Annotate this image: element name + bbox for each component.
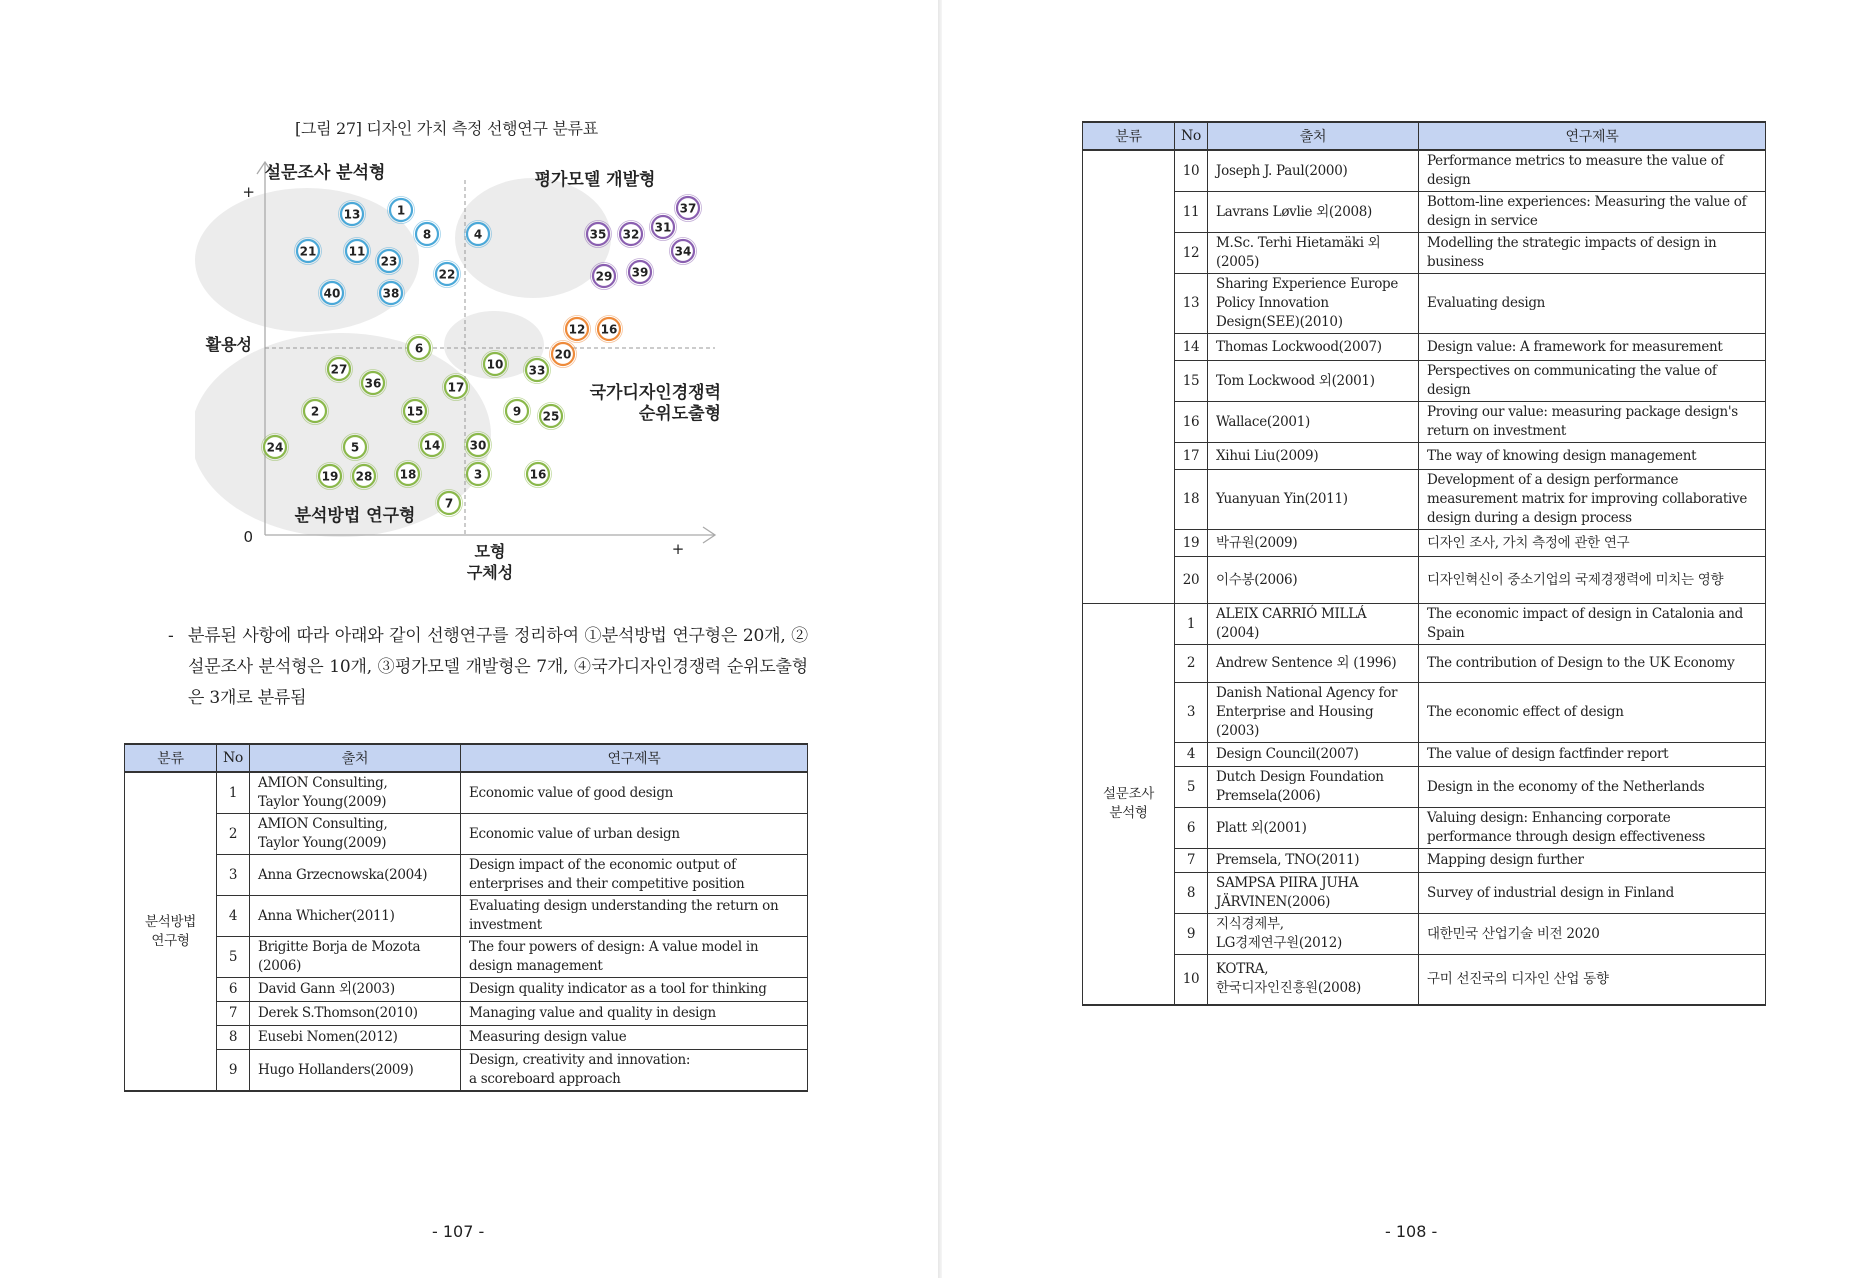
marker-number: 6 [414,341,424,356]
table-row [125,1050,808,1092]
table-row [1083,683,1766,743]
source-cell: Premsela, TNO(2011) [1208,849,1419,873]
title-cell: Managing value and quality in design [461,1002,808,1026]
marker-number: 2 [310,404,320,419]
table-row [1083,808,1766,849]
marker-number: 21 [299,244,317,259]
marker-number: 33 [528,363,546,378]
marker-number: 8 [422,227,432,242]
study-marker [465,461,492,488]
study-marker [351,463,378,490]
marker-number: 3 [473,467,483,482]
marker-number: 13 [343,207,361,222]
study-marker [627,259,654,286]
row-number: 2 [1175,645,1208,683]
source-cell: Thomas Lockwood(2007) [1208,334,1419,361]
title-cell: The value of design factfinder report [1419,743,1766,767]
study-marker [585,221,612,248]
study-marker [596,316,623,343]
quadrant-label-national-line1: 국가디자인경쟁력 [589,383,721,403]
reference-table-right [1082,121,1766,1006]
table-header-row [1083,122,1766,150]
study-marker [550,341,577,368]
table-row [125,855,808,896]
title-cell: Evaluating design understanding the return on investment [461,896,808,937]
source-cell: Anna Grzecnowska(2004) [250,855,461,896]
table-row [1083,604,1766,645]
row-number: 19 [1175,530,1208,557]
title-cell: Design impact of the economic output of enterprises and their competitive position [461,855,808,896]
category-cell: 설문조사 분석형 [1083,604,1175,1005]
table-row [1083,743,1766,767]
row-number: 1 [217,772,250,814]
table-row [1083,873,1766,914]
source-cell: Sharing Experience Europe Policy Innovation Design(SEE)(2010) [1208,274,1419,334]
marker-number: 14 [423,438,441,453]
title-cell: 디자인혁신이 중소기업의 국제경쟁력에 미치는 영향 [1419,557,1766,604]
table-row [1083,150,1766,192]
table-row [125,814,808,855]
title-cell: Design value: A framework for measurement [1419,334,1766,361]
source-cell: Derek S.Thomson(2010) [250,1002,461,1026]
table-row [1083,274,1766,334]
title-cell: Design, creativity and innovation: a scoreboard approach [461,1050,808,1092]
title-cell: Evaluating design [1419,274,1766,334]
table-row [1083,443,1766,470]
row-number: 9 [1175,914,1208,955]
source-cell: Andrew Sentence 외 (1996) [1208,645,1419,683]
study-marker [376,248,403,275]
source-cell: Design Council(2007) [1208,743,1419,767]
header-category: 분류 [1083,122,1175,150]
header-title: 연구제목 [461,744,808,772]
marker-number: 35 [589,227,607,242]
study-marker [302,398,329,425]
x-axis-label-line2: 구체성 [466,563,514,582]
table-row [1083,334,1766,361]
study-marker [326,356,353,383]
study-marker [538,403,565,430]
study-marker [339,201,366,228]
marker-number: 22 [438,267,456,282]
study-marker [414,221,441,248]
study-marker [360,370,387,397]
marker-number: 32 [622,227,640,242]
title-cell: The economic effect of design [1419,683,1766,743]
row-number: 6 [1175,808,1208,849]
title-cell: Performance metrics to measure the value of design [1419,150,1766,192]
summary-text: 분류된 사항에 따라 아래와 같이 선행연구를 정리하여 ①분석방법 연구형은 20개, ②설문조사 분석형은 10개, ③평가모델 개발형은 7개, ④국가디자인경쟁력 순위도출형은 3개로 분류됨 [188,626,808,708]
table-header-row [125,744,808,772]
study-marker [525,461,552,488]
study-marker [504,398,531,425]
marker-number: 16 [529,467,547,482]
marker-number: 4 [473,227,483,242]
source-cell: Danish National Agency for Enterprise and Housing (2003) [1208,683,1419,743]
row-number: 10 [1175,150,1208,192]
source-cell: Anna Whicher(2011) [250,896,461,937]
table-row [125,937,808,978]
marker-number: 12 [568,322,586,337]
title-cell: Measuring design value [461,1026,808,1050]
study-marker [406,335,433,362]
quadrant-chart [195,150,735,590]
marker-number: 28 [355,469,373,484]
source-cell: Tom Lockwood 외(2001) [1208,361,1419,402]
row-number: 18 [1175,470,1208,530]
title-cell: Economic value of urban design [461,814,808,855]
study-marker [342,434,369,461]
title-cell: Design quality indicator as a tool for thinking [461,978,808,1002]
marker-number: 9 [512,404,522,419]
marker-number: 30 [469,438,487,453]
marker-number: 10 [486,357,504,372]
figure-caption: [그림 27] 디자인 가치 측정 선행연구 분류표 [295,119,598,138]
source-cell: Xihui Liu(2009) [1208,443,1419,470]
title-cell: Perspectives on communicating the value of design [1419,361,1766,402]
table-row [1083,557,1766,604]
y-tick-plus: + [242,183,255,201]
marker-number: 31 [654,220,672,235]
source-cell: AMION Consulting, Taylor Young(2009) [250,772,461,814]
page-number: - 107 - [432,1222,485,1241]
source-cell: Yuanyuan Yin(2011) [1208,470,1419,530]
study-marker [675,195,702,222]
source-cell: Hugo Hollanders(2009) [250,1050,461,1092]
marker-number: 25 [542,409,560,424]
marker-number: 19 [321,469,339,484]
x-axis-label-line1: 모형 [474,542,506,561]
study-marker [378,280,405,307]
reference-table-left [124,743,808,1092]
row-number: 7 [1175,849,1208,873]
quadrant-label-analysis: 분석방법 연구형 [294,506,416,526]
study-marker [395,461,422,488]
title-cell: 구미 선진국의 디자인 산업 동향 [1419,955,1766,1005]
row-number: 5 [217,937,250,978]
title-cell: Proving our value: measuring package design's return on investment [1419,402,1766,443]
table-row [1083,849,1766,873]
study-marker [670,238,697,265]
source-cell: 박규원(2009) [1208,530,1419,557]
title-cell: Survey of industrial design in Finland [1419,873,1766,914]
study-marker [319,280,346,307]
marker-number: 5 [350,440,360,455]
title-cell: Design in the economy of the Netherlands [1419,767,1766,808]
row-number: 7 [217,1002,250,1026]
title-cell: Economic value of good design [461,772,808,814]
quadrant-label-national-line2: 순위도출형 [638,404,721,424]
row-number: 2 [217,814,250,855]
row-number: 8 [217,1026,250,1050]
study-marker [388,197,415,224]
row-number: 16 [1175,402,1208,443]
table-row [125,896,808,937]
table-row [1083,530,1766,557]
row-number: 13 [1175,274,1208,334]
x-tick-plus: + [671,540,685,558]
study-marker [434,261,461,288]
origin-label: 0 [243,528,253,546]
title-cell: 대한민국 산업기술 비전 2020 [1419,914,1766,955]
row-number: 8 [1175,873,1208,914]
title-cell: Mapping design further [1419,849,1766,873]
source-cell: Brigitte Borja de Mozota (2006) [250,937,461,978]
header-source: 출처 [250,744,461,772]
study-marker [317,463,344,490]
summary-paragraph [168,621,808,714]
source-cell: KOTRA, 한국디자인진흥원(2008) [1208,955,1419,1005]
source-cell: Eusebi Nomen(2012) [250,1026,461,1050]
title-cell: The four powers of design: A value model in design management [461,937,808,978]
table-row [1083,233,1766,274]
marker-number: 18 [399,467,417,482]
page-number: - 108 - [1385,1222,1438,1241]
marker-number: 38 [382,286,400,301]
study-marker [402,398,429,425]
row-number: 10 [1175,955,1208,1005]
marker-number: 36 [364,376,382,391]
title-cell: The economic impact of design in Catalonia and Spain [1419,604,1766,645]
study-marker [262,434,289,461]
title-cell: The contribution of Design to the UK Economy [1419,645,1766,683]
study-marker [618,221,645,248]
table-row [1083,955,1766,1005]
y-axis-label: 활용성 [205,335,252,354]
bullet-dash: - [168,626,174,646]
marker-number: 20 [554,347,572,362]
marker-number: 29 [595,269,613,284]
row-number: 20 [1175,557,1208,604]
row-number: 15 [1175,361,1208,402]
source-cell: AMION Consulting, Taylor Young(2009) [250,814,461,855]
row-number: 11 [1175,192,1208,233]
source-cell: SAMPSA PIIRA JUHA JÄRVINEN(2006) [1208,873,1419,914]
category-cell [1083,150,1175,604]
header-no: No [217,744,250,772]
row-number: 6 [217,978,250,1002]
marker-number: 11 [348,244,366,259]
source-cell: Lavrans Løvlie 외(2008) [1208,192,1419,233]
title-cell: Valuing design: Enhancing corporate performance through design effectiveness [1419,808,1766,849]
table-row [125,978,808,1002]
study-marker [524,357,551,384]
source-cell: Wallace(2001) [1208,402,1419,443]
row-number: 4 [217,896,250,937]
table-row [1083,361,1766,402]
table-row [1083,645,1766,683]
study-marker [482,351,509,378]
table-row [1083,767,1766,808]
study-marker [295,238,322,265]
row-number: 14 [1175,334,1208,361]
study-marker [443,374,470,401]
title-cell: Development of a design performance measurement matrix for improving collaborative design during a design process [1419,470,1766,530]
header-source: 출처 [1208,122,1419,150]
title-cell: Modelling the strategic impacts of design in business [1419,233,1766,274]
study-marker [344,238,371,265]
study-marker [650,214,677,241]
source-cell: Joseph J. Paul(2000) [1208,150,1419,192]
source-cell: M.Sc. Terhi Hietamäki 외 (2005) [1208,233,1419,274]
title-cell: Bottom-line experiences: Measuring the value of design in service [1419,192,1766,233]
table-row [1083,402,1766,443]
title-cell: The way of knowing design management [1419,443,1766,470]
source-cell: 이수봉(2006) [1208,557,1419,604]
source-cell: Platt 외(2001) [1208,808,1419,849]
row-number: 4 [1175,743,1208,767]
study-marker [419,432,446,459]
study-marker [564,316,591,343]
table-row [1083,470,1766,530]
marker-number: 16 [600,322,618,337]
quadrant-label-model: 평가모델 개발형 [534,170,656,190]
header-category: 분류 [125,744,217,772]
marker-number: 37 [679,201,697,216]
header-title: 연구제목 [1419,122,1766,150]
table-row [125,772,808,814]
row-number: 3 [1175,683,1208,743]
marker-number: 23 [380,254,398,269]
category-cell: 분석방법 연구형 [125,772,217,1091]
source-cell: ALEIX CARRIÓ MILLÁ (2004) [1208,604,1419,645]
marker-number: 17 [447,380,465,395]
source-cell: Dutch Design Foundation Premsela(2006) [1208,767,1419,808]
header-no: No [1175,122,1208,150]
row-number: 12 [1175,233,1208,274]
marker-number: 40 [323,286,341,301]
marker-number: 15 [406,404,424,419]
row-number: 3 [217,855,250,896]
row-number: 9 [217,1050,250,1092]
marker-number: 27 [330,362,348,377]
title-cell: 디자인 조사, 가치 측정에 관한 연구 [1419,530,1766,557]
study-marker [465,432,492,459]
marker-number: 24 [266,440,284,455]
quadrant-label-survey: 설문조사 분석형 [264,163,386,183]
study-marker [465,221,492,248]
marker-number: 7 [444,496,454,511]
study-marker [591,263,618,290]
row-number: 5 [1175,767,1208,808]
marker-number: 39 [631,265,649,280]
table-row [125,1026,808,1050]
table-row [125,1002,808,1026]
marker-number: 34 [674,244,692,259]
row-number: 17 [1175,443,1208,470]
study-marker [436,490,463,517]
table-row [1083,192,1766,233]
row-number: 1 [1175,604,1208,645]
table-row [1083,914,1766,955]
marker-number: 1 [396,203,406,218]
source-cell: 지식경제부, LG경제연구원(2012) [1208,914,1419,955]
source-cell: David Gann 외(2003) [250,978,461,1002]
